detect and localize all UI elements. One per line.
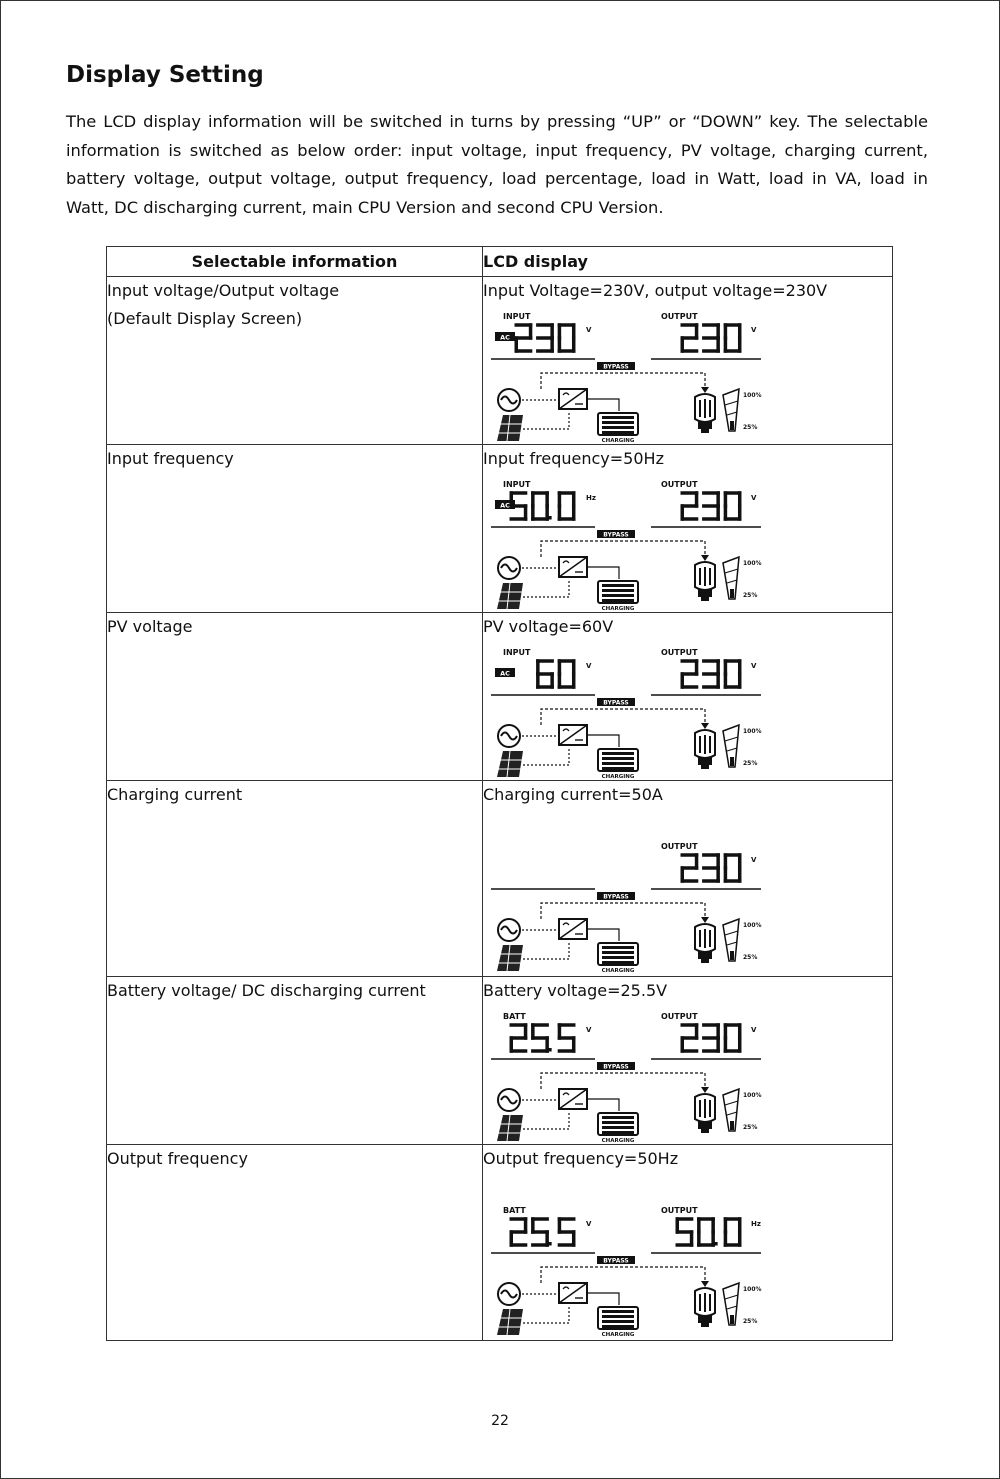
- pv-input-line: [523, 1111, 569, 1129]
- row-info-cell: [107, 445, 483, 613]
- right-readout-unit: V: [751, 494, 757, 502]
- row-info-label: Battery voltage/ DC discharging current: [107, 981, 426, 1000]
- lcd-caption: Charging current=50A: [483, 785, 663, 804]
- pv-input-line: [523, 941, 569, 959]
- battery-line: [587, 567, 619, 579]
- output-label: OUTPUT: [661, 312, 698, 321]
- output-label: OUTPUT: [661, 1206, 698, 1215]
- lcd-screen-slot: [483, 473, 892, 612]
- bypass-label: BYPASS: [603, 363, 629, 371]
- inverter-icon: [559, 389, 587, 409]
- output-label: OUTPUT: [661, 648, 698, 657]
- intro-paragraph: The LCD display information will be switched in turns by pressing “UP” or “DOWN” key. The selectable information is switched as below order: input voltage, input frequency, PV voltage, charging current, battery voltage, output voltage, output frequency, load percentage, load in Watt, load in VA, load in Watt, DC discharging current, main CPU Version and second CPU Version.: [66, 112, 928, 217]
- lcd-caption: Battery voltage=25.5V: [483, 981, 668, 1000]
- solar-panel-icon: [497, 751, 523, 777]
- right-readout-value: [682, 661, 739, 687]
- load-arrow-icon: [701, 555, 709, 561]
- load-arrow-icon: [701, 1087, 709, 1093]
- lcd-screen-slot: [483, 1005, 892, 1144]
- solar-panel-icon: [497, 415, 523, 441]
- load-25-label: 25%: [743, 1124, 758, 1131]
- right-readout-value: [682, 493, 739, 519]
- ac-tag: [495, 668, 515, 678]
- ac-source-icon: [498, 725, 520, 747]
- load-25-label: 25%: [743, 954, 758, 961]
- left-readout-value: [511, 493, 573, 520]
- battery-line: [587, 1293, 619, 1305]
- ac-source-icon: [498, 1283, 520, 1305]
- pv-input-line: [523, 1305, 569, 1323]
- bypass-label: BYPASS: [603, 1063, 629, 1071]
- left-readout-unit: V: [586, 662, 592, 670]
- load-25-label: 25%: [743, 1318, 758, 1325]
- right-readout-unit: V: [751, 662, 757, 670]
- lcd-screen: [485, 1005, 785, 1144]
- solar-panel-icon: [497, 1115, 523, 1141]
- load-25-label: 25%: [743, 424, 758, 431]
- display-setting-table: [106, 246, 893, 1341]
- battery-line: [587, 735, 619, 747]
- row-lcd-cell: [483, 977, 893, 1145]
- load-level-meter: [723, 1283, 739, 1325]
- row-info-label: Input voltage/Output voltage: [107, 281, 340, 300]
- right-readout-value: [682, 855, 739, 881]
- load-level-meter: [723, 725, 739, 767]
- row-lcd-cell: [483, 445, 893, 613]
- left-readout-label: BATT: [503, 1012, 526, 1021]
- inverter-icon: [559, 919, 587, 939]
- row-info-label: Output frequency: [107, 1149, 248, 1168]
- bypass-badge: [597, 530, 635, 539]
- solar-panel-icon: [497, 945, 523, 971]
- ac-source-icon: [498, 1089, 520, 1111]
- lcd-caption: Output frequency=50Hz: [483, 1149, 679, 1168]
- charging-label: CHARGING: [601, 1138, 635, 1144]
- load-bulb-icon: [695, 1094, 715, 1133]
- solar-panel-icon: [497, 583, 523, 609]
- row-lcd-cell: [483, 1145, 893, 1341]
- bypass-badge: [597, 1256, 635, 1265]
- load-level-meter: [723, 919, 739, 961]
- output-label: OUTPUT: [661, 842, 698, 851]
- load-bulb-icon: [695, 394, 715, 433]
- load-bulb-icon: [695, 924, 715, 963]
- lcd-screen: [485, 473, 785, 612]
- load-100-label: 100%: [743, 728, 762, 735]
- load-100-label: 100%: [743, 1092, 762, 1099]
- load-arrow-icon: [701, 387, 709, 393]
- lcd-caption: PV voltage=60V: [483, 617, 614, 636]
- table-row: [107, 613, 893, 781]
- right-readout-value: [677, 1219, 739, 1246]
- right-readout-unit: Hz: [751, 1220, 761, 1228]
- ac-tag-text: AC: [500, 501, 510, 510]
- load-100-label: 100%: [743, 560, 762, 567]
- load-25-label: 25%: [743, 760, 758, 767]
- lcd-screen: [485, 641, 785, 780]
- right-readout-unit: V: [751, 856, 757, 864]
- right-readout-unit: V: [751, 1026, 757, 1034]
- left-readout-label: INPUT: [503, 480, 531, 489]
- bypass-label: BYPASS: [603, 893, 629, 901]
- table-row: [107, 977, 893, 1145]
- bypass-badge: [597, 698, 635, 707]
- charging-label: CHARGING: [601, 774, 635, 780]
- load-25-label: 25%: [743, 592, 758, 599]
- pv-input-line: [523, 411, 569, 429]
- lcd-screen: [485, 1173, 785, 1338]
- ac-source-icon: [498, 389, 520, 411]
- ac-source-icon: [498, 919, 520, 941]
- ac-tag: [495, 332, 515, 342]
- load-100-label: 100%: [743, 922, 762, 929]
- load-arrow-icon: [701, 917, 709, 923]
- left-readout-label: INPUT: [503, 648, 531, 657]
- load-level-meter: [723, 557, 739, 599]
- left-readout-unit: Hz: [586, 494, 596, 502]
- left-readout-label: INPUT: [503, 312, 531, 321]
- row-info-cell: [107, 613, 483, 781]
- output-label: OUTPUT: [661, 1012, 698, 1021]
- row-lcd-cell: [483, 613, 893, 781]
- row-info-cell: [107, 977, 483, 1145]
- solar-panel-icon: [497, 1309, 523, 1335]
- inverter-icon: [559, 557, 587, 577]
- bypass-label: BYPASS: [603, 699, 629, 707]
- battery-line: [587, 1099, 619, 1111]
- charging-label: CHARGING: [601, 968, 635, 974]
- table-header-row: [107, 247, 893, 277]
- left-readout-value: [516, 325, 573, 351]
- battery-icon: [598, 581, 638, 603]
- output-label: OUTPUT: [661, 480, 698, 489]
- row-info-label: PV voltage: [107, 617, 193, 636]
- left-readout-unit: V: [586, 326, 592, 334]
- load-arrow-icon: [701, 1281, 709, 1287]
- lcd-screen-slot: [483, 1173, 892, 1338]
- left-readout-label: BATT: [503, 1206, 526, 1215]
- load-level-meter: [723, 389, 739, 431]
- header-lcd-display: LCD display: [483, 247, 893, 277]
- ac-tag-text: AC: [500, 669, 510, 678]
- left-readout-unit: V: [586, 1026, 592, 1034]
- load-arrow-icon: [701, 723, 709, 729]
- row-info-label: Input frequency: [107, 449, 234, 468]
- battery-icon: [598, 413, 638, 435]
- row-lcd-cell: [483, 781, 893, 977]
- left-readout-unit: V: [586, 1220, 592, 1228]
- table-row: [107, 1145, 893, 1341]
- table-row: [107, 445, 893, 613]
- load-bulb-icon: [695, 1288, 715, 1327]
- inverter-icon: [559, 1089, 587, 1109]
- battery-line: [587, 399, 619, 411]
- pv-input-line: [523, 747, 569, 765]
- header-selectable-information: Selectable information: [107, 247, 483, 277]
- load-bulb-icon: [695, 562, 715, 601]
- row-info-cell: [107, 277, 483, 445]
- bypass-badge: [597, 362, 635, 371]
- lcd-screen: [485, 305, 785, 444]
- page-number: 22: [491, 1413, 509, 1429]
- pv-input-line: [523, 579, 569, 597]
- row-info-cell: [107, 1145, 483, 1341]
- bypass-badge: [597, 1062, 635, 1071]
- right-readout-unit: V: [751, 326, 757, 334]
- row-info-cell: [107, 781, 483, 977]
- load-100-label: 100%: [743, 1286, 762, 1293]
- row-info-label: Charging current: [107, 785, 243, 804]
- lcd-caption: Input frequency=50Hz: [483, 449, 664, 468]
- row-lcd-cell: [483, 277, 893, 445]
- left-readout-value: [511, 1025, 573, 1052]
- load-bulb-icon: [695, 730, 715, 769]
- battery-icon: [598, 943, 638, 965]
- bypass-label: BYPASS: [603, 531, 629, 539]
- lcd-screen-slot: [483, 641, 892, 780]
- right-readout-value: [682, 325, 739, 351]
- bypass-label: BYPASS: [603, 1257, 629, 1265]
- battery-icon: [598, 1113, 638, 1135]
- battery-line: [587, 929, 619, 941]
- row-info-sublabel: (Default Display Screen): [107, 309, 303, 328]
- page-title: Display Setting: [66, 62, 264, 88]
- lcd-caption: Input Voltage=230V, output voltage=230V: [483, 281, 828, 300]
- inverter-icon: [559, 1283, 587, 1303]
- charging-label: CHARGING: [601, 1332, 635, 1338]
- load-100-label: 100%: [743, 392, 762, 399]
- ac-source-icon: [498, 557, 520, 579]
- lcd-screen-slot: [483, 809, 892, 974]
- battery-icon: [598, 1307, 638, 1329]
- left-readout-value: [538, 661, 574, 687]
- load-level-meter: [723, 1089, 739, 1131]
- ac-tag-text: AC: [500, 333, 510, 342]
- bypass-badge: [597, 892, 635, 901]
- charging-label: CHARGING: [601, 606, 635, 612]
- lcd-screen: [485, 809, 785, 974]
- left-readout-value: [511, 1219, 573, 1246]
- table-row: [107, 277, 893, 445]
- right-readout-value: [682, 1025, 739, 1051]
- battery-icon: [598, 749, 638, 771]
- inverter-icon: [559, 725, 587, 745]
- lcd-screen-slot: [483, 305, 892, 444]
- charging-label: CHARGING: [601, 438, 635, 444]
- table-row: [107, 781, 893, 977]
